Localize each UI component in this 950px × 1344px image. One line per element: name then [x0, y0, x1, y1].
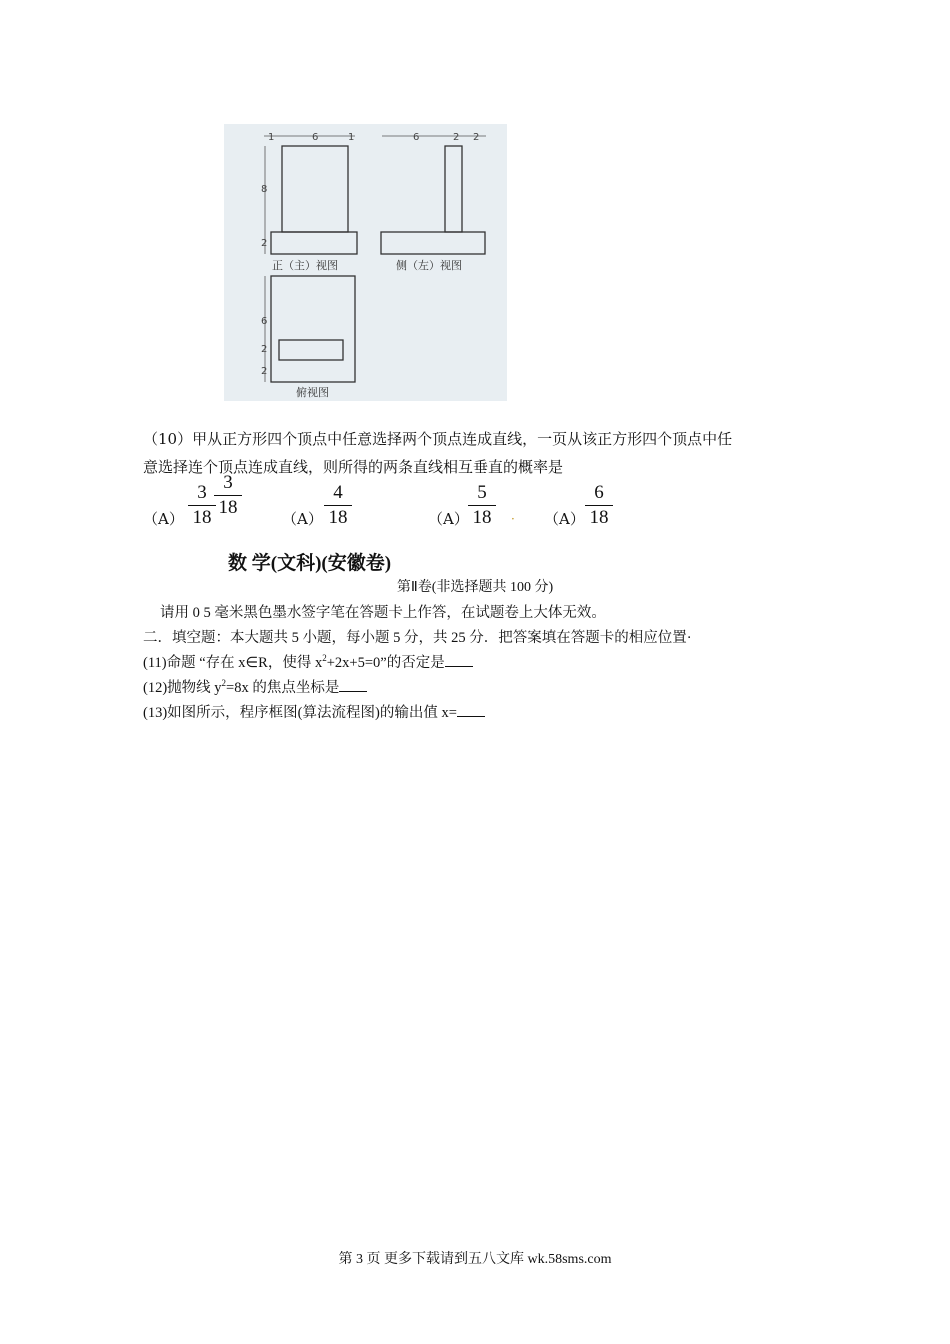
option-3-numerator: 5	[477, 482, 487, 503]
dim-side-top-3: 2	[473, 132, 480, 143]
side-upright	[445, 146, 462, 232]
dim-side-top-1: 6	[413, 132, 420, 143]
dim-top-left-3: 2	[261, 366, 268, 377]
option-4	[544, 474, 624, 534]
question-10-line-1: （10）甲从正方形四个顶点中任意选择两个顶点连成直线，一页从该正方形四个顶点中任	[143, 430, 733, 448]
question-13-blank	[457, 702, 485, 717]
option-1	[143, 474, 253, 534]
question-11-blank	[445, 652, 473, 667]
question-13-text: (13)如图所示，程序框图(算法流程图)的输出值 x=	[143, 705, 457, 721]
option-1-extra-fraction	[214, 472, 242, 519]
top-outline	[271, 276, 355, 382]
front-upright	[282, 146, 348, 232]
side-base	[381, 232, 485, 254]
section-subtitle: 第Ⅱ卷(非选择题共 100 分)	[396, 580, 554, 595]
question-10-line-2: 意选择连个顶点连成直线，则所得的两条直线相互垂直的概率是	[143, 458, 564, 476]
option-1-extra-numerator: 3	[223, 472, 233, 493]
option-3-label: （A）	[428, 510, 469, 528]
question-13	[143, 701, 485, 722]
section-title: 数 学(文科)(安徽卷)	[228, 553, 392, 574]
top-inner	[279, 340, 343, 360]
dim-front-top-1: 1	[268, 132, 275, 143]
option-4-numerator: 6	[594, 482, 604, 503]
question-11-sup: 2	[322, 653, 327, 664]
dim-side-top-2: 2	[453, 132, 460, 143]
three-view-drawing	[224, 124, 507, 401]
question-11-text-b: +2x+5=0”的否定是	[326, 655, 445, 671]
option-2	[282, 474, 362, 534]
stray-dot: ·	[511, 512, 515, 526]
option-4-label: （A）	[544, 510, 585, 528]
option-1-label: （A）	[143, 510, 184, 528]
front-base	[271, 232, 357, 254]
option-4-fraction	[585, 482, 613, 529]
part-2-heading: 二．填空题：本大题共 5 小题，每小题 5 分，共 25 分．把答案填在答题卡的相应位置·	[143, 630, 692, 646]
question-11-text-a: (11)命题 “存在 x∈R，使得 x	[143, 655, 323, 671]
option-1-denominator: 18	[192, 507, 212, 528]
question-10	[143, 425, 843, 481]
dim-front-height: 8	[261, 184, 268, 195]
option-4-denominator: 18	[589, 507, 609, 528]
option-1-fraction	[188, 482, 216, 529]
label-top-view: 俯视图	[296, 386, 329, 399]
option-3	[428, 474, 508, 534]
option-1-extra-denominator: 18	[218, 497, 238, 518]
question-12-text-b: =8x 的焦点坐标是	[226, 680, 340, 696]
option-2-denominator: 18	[328, 507, 348, 528]
question-12	[143, 676, 367, 697]
option-2-numerator: 4	[333, 482, 343, 503]
question-12-sup: 2	[221, 678, 227, 689]
dim-front-base: 2	[261, 238, 268, 249]
option-3-fraction	[468, 482, 496, 529]
instruction-line: 请用 0 5 毫米黑色墨水签字笔在答题卡上作答，在试题卷上大体无效。	[160, 605, 606, 621]
dim-top-left-2: 2	[261, 344, 268, 355]
option-2-label: （A）	[282, 510, 323, 528]
question-12-text-a: (12)抛物线 y	[143, 680, 222, 696]
label-side-view: 侧（左）视图	[396, 259, 462, 272]
dim-front-top-2: 6	[312, 132, 319, 143]
label-front-view: 正（主）视图	[272, 259, 338, 272]
three-view-figure	[224, 124, 507, 401]
option-1-numerator: 3	[197, 482, 207, 503]
option-3-denominator: 18	[472, 507, 492, 528]
question-11	[143, 651, 473, 672]
dim-front-top-3: 1	[348, 132, 355, 143]
page-footer: 第 3 页 更多下载请到五八文库 wk.58sms.com	[338, 1252, 612, 1267]
option-2-fraction	[324, 482, 352, 529]
dim-top-left-1: 6	[261, 316, 268, 327]
question-12-blank	[339, 677, 367, 692]
